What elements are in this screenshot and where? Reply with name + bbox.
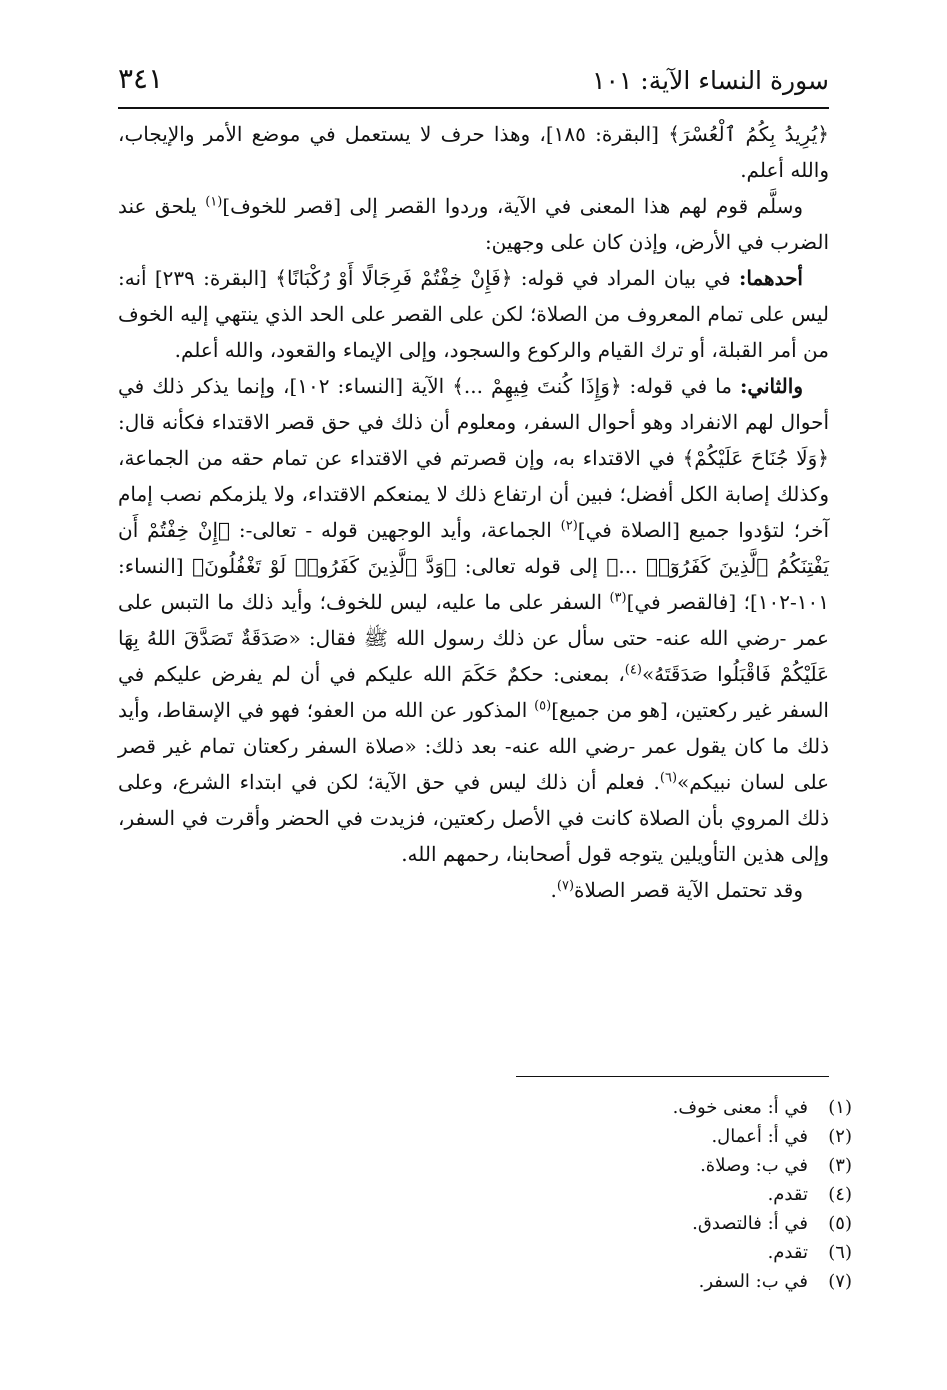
running-title: سورة النساء الآية: ١٠١ [592,66,829,95]
footnote-ref-3[interactable]: (٣) [609,590,627,606]
footnote-number: (٦) [828,1242,852,1263]
footnote-text: في أ: أعمال. [711,1126,808,1147]
footnote-text: في ب: السفر. [698,1271,808,1292]
paragraph-4 [118,368,829,872]
footnote-item [412,1122,852,1151]
footnote-item [412,1180,852,1209]
footnote-item [412,1151,852,1180]
paragraph-4-text-f: . فعلم أن ذلك ليس في حق الآية؛ لكن في ابتداء الشرع، وعلى ذلك المروي بأن الصلاة كانت في الأصل ركعتين، فزيدت في الحضر وأقرت في السفر، وإلى هذين التأويلين يتوجه قول أصحابنا، رحمهم الله. [118,770,829,866]
footnote-ref-5[interactable]: (٥) [534,698,552,714]
page-number: ٣٤١ [118,62,164,95]
footnote-divider [516,1076,829,1077]
footnote-number: (٧) [828,1271,852,1292]
footnote-number: (٥) [828,1213,852,1234]
footnote-item [412,1267,852,1296]
footnote-item [412,1093,852,1122]
paragraph-5-text-a: وقد تحتمل الآية قصر الصلاة [574,878,803,902]
paragraph-2-text-b: يلحق عند الضرب في الأرض، وإذن كان على وجهين: [118,194,829,254]
paragraph-3 [118,260,829,368]
footnote-number: (٢) [828,1126,852,1147]
footnote-text: في أ: فالتصدق. [692,1213,808,1234]
footnote-text: في ب: وصلاة. [700,1155,808,1176]
paragraph-5-text-b: . [550,878,557,902]
main-text [118,116,829,908]
paragraph-2 [118,188,829,260]
paragraph-4-text-e: المذكور عن الله من العفو؛ فهو في الإسقاط، وأيد ذلك ما كان يقول عمر -رضي الله عنه- بعد ذلك: «صلاة السفر ركعتان تمام غير قصر على لسان نبيكم» [118,698,829,794]
paragraph-4-text-a: ما في قوله: ﴿وَإِذَا كُنتَ فِيهِمْ ...﴾ الآية [النساء: ١٠٢]، وإنما يذكر ذلك في أحوال لهم الانفراد وهو أحوال السفر، ومعلوم أن ذلك في حق قصر الاقتداء فكأنه قال: ﴿وَلَا جُنَاحَ عَلَيْكُمْ﴾ في الاقتداء به، وإن قصرتم في الاقتداء عن تمام حقه من الجماعة، وكذلك إصابة الكل أفضل؛ فبين أن ارتفاع ذلك لا يمنعكم الاقتداء، ولا يلزمكم نصب إمام آخر؛ لتؤدوا جميع [الصلاة في] [118,374,830,542]
paragraph-4-text-c: السفر على ما عليه، ليس للخوف؛ وأيد ذلك ما التبس على عمر -رضي الله عنه- حتى سأل عن ذلك رسول الله ﷺ فقال: «صَدَقَةٌ تَصَدَّقَ اللهُ بِهَا عَلَيْكُمْ فَاقْبَلُوا صَدَقَتَهُ» [118,590,830,686]
footnote-number: (٣) [828,1155,852,1176]
header-divider [118,107,829,109]
footnotes-list [412,1093,852,1296]
footnote-ref-1[interactable]: (١) [205,194,223,210]
paragraph-2-text-a: وسلَّم قوم لهم هذا المعنى في الآية، وردوا القصر إلى [قصر للخوف] [222,194,803,218]
paragraph-3-text: في بيان المراد في قوله: ﴿فَإِنْ خِفْتُمْ فَرِجَالًا أَوْ رُكْبَانًا﴾ [البقرة: ٢٣٩] أنه: ليس على تمام المعروف من الصلاة؛ لكن على القصر على الحد الذي ينتهي إليه الخوف من أمر القبلة، أو ترك القيام والركوع والسجود، وإلى الإيماء والقعود، والله أعلم. [118,266,829,362]
footnote-item [412,1209,852,1238]
paragraph-1 [118,116,829,188]
paragraph-3-heading: أحدهما: [738,266,803,290]
paragraph-4-text-d: ، بمعنى: حكمٌ حَكَمَ الله عليكم في أن لم يفرض عليكم في السفر غير ركعتين، [هو من جميع] [118,662,829,722]
footnote-number: (١) [828,1097,852,1118]
page-header [118,58,829,96]
footnote-ref-4[interactable]: (٤) [624,662,642,678]
paragraph-1-text: ﴿يُرِيدُ بِكُمُ ٱلْعُسْرَ﴾ [البقرة: ١٨٥]، وهذا حرف لا يستعمل في موضع الأمر والإيجاب، والله أعلم. [118,122,829,182]
paragraph-5 [118,872,829,908]
footnote-ref-6[interactable]: (٦) [659,770,678,786]
footnote-ref-7[interactable]: (٧) [556,878,575,894]
footnote-ref-2[interactable]: (٢) [560,518,578,534]
footnote-number: (٤) [828,1184,852,1205]
footnote-text: تقدم. [767,1242,808,1263]
paragraph-4-heading: والثاني: [739,374,803,398]
footnote-text: تقدم. [767,1184,808,1205]
footnote-text: في أ: معنى خوف. [672,1097,808,1118]
footnote-item [412,1238,852,1267]
paragraph-4-text-b: الجماعة، وأيد الوجهين قوله - تعالى-: ﴿إِنْ خِفْتُمْ أَن يَفْتِنَكُمُ ٱلَّذِينَ كَفَرُوٓا۟ ...﴾ إلى قوله تعالى: ﴿وَدَّ ٱلَّذِينَ كَفَرُوا۟ لَوْ تَغْفُلُونَ﴾ [النساء: ١٠١-١٠٢]؛ [فالقصر في] [118,518,829,614]
